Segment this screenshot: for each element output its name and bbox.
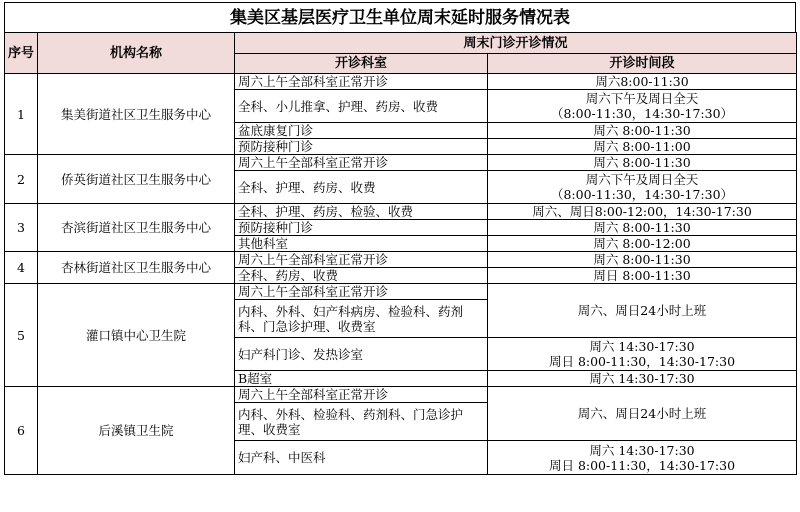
table-title: 集美区基层医疗卫生单位周末延时服务情况表 <box>4 2 796 32</box>
time-cell <box>488 252 797 268</box>
time-cell <box>488 441 797 475</box>
row-number: 1 <box>5 74 38 155</box>
department-cell: 预防接种门诊 <box>235 139 488 155</box>
time-line: （8:00-11:30，14:30-17:30） <box>550 187 734 202</box>
department-cell: 内科、外科、检验科、药剂科、门急诊护理、收费室 <box>235 403 488 441</box>
time-line: 周六 14:30-17:30 <box>589 371 695 386</box>
time-line: 周六 8:00-11:00 <box>593 139 691 154</box>
time-line: 周六8:00-11:30 <box>595 74 689 89</box>
institution-name: 侨英街道社区卫生服务中心 <box>38 155 235 204</box>
row-number: 4 <box>5 252 38 284</box>
time-cell <box>488 204 797 220</box>
time-cell <box>488 387 797 441</box>
institution-name: 杏滨街道社区卫生服务中心 <box>38 204 235 252</box>
header-dept: 开诊科室 <box>235 54 488 74</box>
department-cell: 妇产科门诊、发热诊室 <box>235 338 488 371</box>
department-cell: 周六上午全部科室正常开诊 <box>235 74 488 90</box>
time-line: 周日 8:00-11:30，14:30-17:30 <box>548 457 736 473</box>
time-cell <box>488 123 797 139</box>
department-cell: 全科、护理、药房、收费 <box>235 171 488 204</box>
time-cell <box>488 371 797 387</box>
time-line: 周六下午及周日全天 <box>585 91 699 106</box>
time-cell <box>488 139 797 155</box>
department-cell: 周六上午全部科室正常开诊 <box>235 252 488 268</box>
time-cell <box>488 338 797 371</box>
header-num: 序号 <box>5 33 38 74</box>
institution-name: 灌口镇中心卫生院 <box>38 284 235 387</box>
time-cell <box>488 268 797 284</box>
table-row <box>5 252 797 268</box>
time-line: 周六 8:00-12:00 <box>593 236 691 251</box>
time-line: 周六 8:00-11:30 <box>593 220 691 235</box>
time-line: 周六下午及周日全天 <box>585 172 699 187</box>
header-org: 机构名称 <box>38 33 235 74</box>
time-line: 周六、周日24小时上班 <box>577 303 707 318</box>
time-cell <box>488 155 797 171</box>
header-time: 开诊时间段 <box>488 54 797 74</box>
time-line: 周六 8:00-11:30 <box>593 155 691 170</box>
table-row <box>5 284 797 300</box>
department-cell: B超室 <box>235 371 488 387</box>
table-row <box>5 155 797 171</box>
department-cell: 全科、小儿推拿、护理、药房、收费 <box>235 90 488 123</box>
table-row <box>5 204 797 220</box>
time-cell <box>488 236 797 252</box>
time-cell <box>488 220 797 236</box>
institution-name: 后溪镇卫生院 <box>38 387 235 475</box>
department-cell: 内科、外科、妇产科病房、检验科、药剂科、门急诊护理、收费室 <box>235 300 488 338</box>
row-number: 6 <box>5 387 38 475</box>
department-cell: 周六上午全部科室正常开诊 <box>235 284 488 300</box>
time-cell <box>488 284 797 338</box>
row-number: 3 <box>5 204 38 252</box>
schedule-table <box>4 32 797 475</box>
row-number: 5 <box>5 284 38 387</box>
time-line: 周六 14:30-17:30 <box>589 339 695 354</box>
time-cell <box>488 74 797 90</box>
department-cell: 全科、护理、药房、检验、收费 <box>235 204 488 220</box>
time-line: 周六 14:30-17:30 <box>589 442 695 458</box>
institution-name: 集美街道社区卫生服务中心 <box>38 74 235 155</box>
row-number: 2 <box>5 155 38 204</box>
header-group: 周末门诊开诊情况 <box>235 33 797 54</box>
time-cell <box>488 90 797 123</box>
department-cell: 盆底康复门诊 <box>235 123 488 139</box>
time-line: 周六、周日8:00-12:00，14:30-17:30 <box>532 204 752 219</box>
table-header <box>5 33 797 74</box>
department-cell: 全科、药房、收费 <box>235 268 488 284</box>
time-line: 周六、周日24小时上班 <box>577 406 707 421</box>
department-cell: 预防接种门诊 <box>235 220 488 236</box>
department-cell: 周六上午全部科室正常开诊 <box>235 387 488 403</box>
department-cell: 其他科室 <box>235 236 488 252</box>
department-cell: 妇产科、中医科 <box>235 441 488 475</box>
institution-name: 杏林街道社区卫生服务中心 <box>38 252 235 284</box>
time-line: 周日 8:00-11:30 <box>593 268 691 283</box>
department-cell: 周六上午全部科室正常开诊 <box>235 155 488 171</box>
time-cell <box>488 171 797 204</box>
table-body <box>5 74 797 475</box>
time-line: 周六 8:00-11:30 <box>593 252 691 267</box>
table-row <box>5 74 797 90</box>
table-row <box>5 387 797 403</box>
time-line: 周日 8:00-11:30，14:30-17:30 <box>548 354 736 369</box>
time-line: 周六 8:00-11:30 <box>593 123 691 138</box>
time-line: （8:00-11:30，14:30-17:30） <box>550 106 734 121</box>
